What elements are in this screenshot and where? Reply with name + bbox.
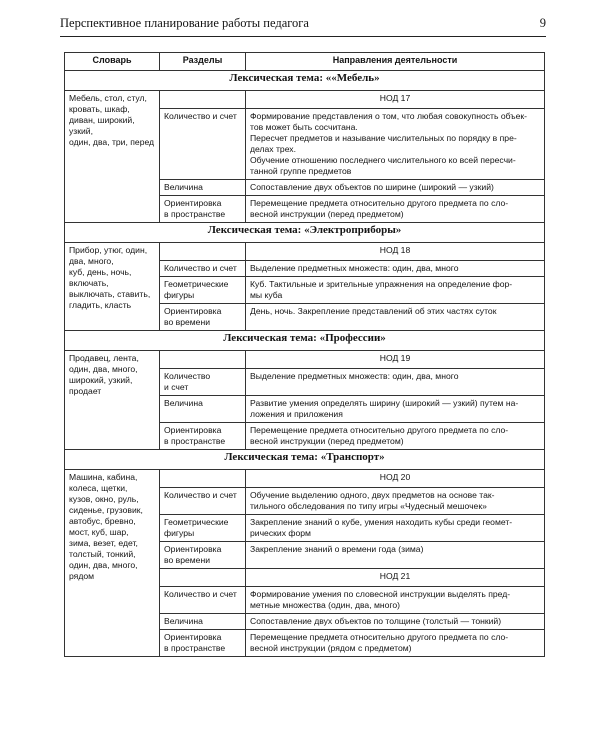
column-header-directions: Направления деятельности — [246, 53, 545, 71]
direction-line: Закрепление знаний о кубе, умения находить кубы среди геомет- — [250, 517, 513, 527]
section-line: в пространстве — [164, 436, 226, 446]
vocabulary-line: рядом — [69, 571, 95, 581]
planning-table — [64, 52, 545, 657]
direction-line: весной инструкции (перед предметом) — [250, 436, 404, 446]
section-line: Количество и счет — [164, 589, 237, 599]
section-line: Ориентировка — [164, 306, 222, 316]
vocabulary-cell — [65, 91, 160, 223]
section-line: Количество и счет — [164, 490, 237, 500]
theme-title: Лексическая тема: ««Мебель» — [65, 71, 545, 91]
section-line: Геометрические — [164, 279, 229, 289]
nod-row — [65, 91, 545, 109]
direction-line: Перемещение предмета относительно другого предмета по сло- — [250, 425, 509, 435]
direction-line: Сопоставление двух объектов по ширине (широкий — узкий) — [250, 182, 494, 192]
page-number: 9 — [539, 16, 546, 30]
column-header-sections: Разделы — [160, 53, 246, 71]
section-line: Геометрические — [164, 517, 229, 527]
section-cell — [160, 304, 246, 331]
section-cell — [160, 587, 246, 614]
nod-empty-cell — [160, 243, 246, 261]
vocabulary-cell — [65, 470, 160, 657]
nod-title: НОД 20 — [246, 470, 545, 488]
theme-title: Лексическая тема: «Транспорт» — [65, 450, 545, 470]
direction-line: Обучение выделению одного, двух предметов на основе так- — [250, 490, 495, 500]
direction-paragraph — [250, 182, 540, 193]
directions-cell — [246, 515, 545, 542]
theme-title: Лексическая тема: «Электроприборы» — [65, 223, 545, 243]
nod-row — [65, 351, 545, 369]
direction-paragraph — [250, 155, 540, 177]
nod-title: НОД 17 — [246, 91, 545, 109]
direction-paragraph — [250, 371, 540, 382]
section-cell — [160, 542, 246, 569]
direction-paragraph — [250, 111, 540, 133]
section-line: Ориентировка — [164, 425, 222, 435]
directions-cell — [246, 261, 545, 277]
directions-cell — [246, 630, 545, 657]
direction-paragraph — [250, 133, 540, 155]
vocabulary-line: выключать, ставить, — [69, 289, 151, 299]
section-line: Величина — [164, 398, 203, 408]
section-line: в пространстве — [164, 209, 226, 219]
directions-cell — [246, 109, 545, 180]
direction-line: Выделение предметных множеств: один, два, много — [250, 371, 459, 381]
directions-cell — [246, 488, 545, 515]
vocabulary-line: сиденье, грузовик, — [69, 505, 143, 515]
vocabulary-line: мост, куб, шар, — [69, 527, 129, 537]
direction-paragraph — [250, 517, 540, 539]
nod-empty-cell — [160, 470, 246, 488]
directions-cell — [246, 277, 545, 304]
directions-cell — [246, 396, 545, 423]
direction-paragraph — [250, 490, 540, 512]
direction-line: Пересчет предметов и называние числительных по порядку в пре- — [250, 133, 517, 143]
section-line: Величина — [164, 182, 203, 192]
section-line: Ориентировка — [164, 198, 222, 208]
section-line: Ориентировка — [164, 544, 222, 554]
vocabulary-line: Прибор, утюг, один, — [69, 245, 148, 255]
direction-line: весной инструкции (рядом с предметом) — [250, 643, 412, 653]
theme-row — [65, 450, 545, 470]
vocabulary-line: узкий, — [69, 126, 93, 136]
section-line: во времени — [164, 317, 210, 327]
direction-paragraph — [250, 398, 540, 420]
direction-line: танной группе предметов — [250, 166, 352, 176]
direction-paragraph — [250, 589, 540, 611]
nod-empty-cell — [160, 91, 246, 109]
nod-title: НОД 21 — [246, 569, 545, 587]
direction-line: метные множества (один, два, много) — [250, 600, 401, 610]
direction-paragraph — [250, 306, 540, 317]
section-cell — [160, 180, 246, 196]
page-header — [60, 14, 546, 37]
direction-line: мы куба — [250, 290, 283, 300]
vocabulary-line: автобус, бревно, — [69, 516, 136, 526]
direction-line: Закрепление знаний о времени года (зима) — [250, 544, 424, 554]
vocabulary-line: колеса, щетки, — [69, 483, 128, 493]
direction-line: тильного обследования по типу игры «Чудесный мешочек» — [250, 501, 487, 511]
section-cell — [160, 109, 246, 180]
direction-paragraph — [250, 632, 540, 654]
vocabulary-line: куб, день, ночь, — [69, 267, 132, 277]
direction-line: рических форм — [250, 528, 311, 538]
section-line: во времени — [164, 555, 210, 565]
section-cell — [160, 488, 246, 515]
section-cell — [160, 196, 246, 223]
nod-empty-cell — [160, 569, 246, 587]
vocabulary-line: гладить, класть — [69, 300, 132, 310]
running-title: Перспективное планирование работы педагога — [60, 16, 309, 30]
section-cell — [160, 277, 246, 304]
vocabulary-cell — [65, 351, 160, 450]
direction-line: тов может быть сосчитана. — [250, 122, 358, 132]
direction-line: Формирование представления о том, что любая совокупность объек- — [250, 111, 528, 121]
section-line: Количество и счет — [164, 263, 237, 273]
vocabulary-line: продает — [69, 386, 102, 396]
directions-cell — [246, 180, 545, 196]
column-header-vocabulary: Словарь — [65, 53, 160, 71]
vocabulary-line: диван, широкий, — [69, 115, 135, 125]
directions-cell — [246, 423, 545, 450]
direction-paragraph — [250, 279, 540, 301]
vocabulary-line: один, два, много, — [69, 560, 138, 570]
direction-paragraph — [250, 198, 540, 220]
vocabulary-line: два, много, — [69, 256, 114, 266]
vocabulary-line: Машина, кабина, — [69, 472, 138, 482]
section-line: Ориентировка — [164, 632, 222, 642]
vocabulary-cell — [65, 243, 160, 331]
direction-line: Сопоставление двух объектов по толщине (толстый — тонкий) — [250, 616, 502, 626]
nod-title: НОД 19 — [246, 351, 545, 369]
section-line: Величина — [164, 616, 203, 626]
direction-line: Перемещение предмета относительно другого предмета по сло- — [250, 632, 509, 642]
section-line: Количество — [164, 371, 211, 381]
vocabulary-line: Продавец, лента, — [69, 353, 139, 363]
theme-row — [65, 223, 545, 243]
direction-line: Развитие умения определять ширину (широкий — узкий) путем на- — [250, 398, 519, 408]
directions-cell — [246, 369, 545, 396]
direction-line: Перемещение предмета относительно другого предмета по сло- — [250, 198, 509, 208]
section-line: Количество и счет — [164, 111, 237, 121]
directions-cell — [246, 196, 545, 223]
direction-line: делах трех. — [250, 144, 296, 154]
vocabulary-line: широкий, узкий, — [69, 375, 133, 385]
vocabulary-line: один, два, много, — [69, 364, 138, 374]
section-cell — [160, 369, 246, 396]
section-cell — [160, 261, 246, 277]
direction-line: ложения и приложения — [250, 409, 343, 419]
section-cell — [160, 396, 246, 423]
direction-paragraph — [250, 425, 540, 447]
direction-paragraph — [250, 544, 540, 555]
nod-row — [65, 470, 545, 488]
vocabulary-line: включать, — [69, 278, 109, 288]
direction-line: Обучение отношению последнего числительного ко всей пересчи- — [250, 155, 516, 165]
table-header-row — [65, 53, 545, 71]
nod-row — [65, 243, 545, 261]
section-cell — [160, 515, 246, 542]
direction-line: День, ночь. Закрепление представлений об этих частях суток — [250, 306, 497, 316]
vocabulary-line: Мебель, стол, стул, — [69, 93, 147, 103]
section-line: и счет — [164, 382, 189, 392]
section-line: фигуры — [164, 528, 195, 538]
directions-cell — [246, 542, 545, 569]
theme-row — [65, 71, 545, 91]
nod-empty-cell — [160, 351, 246, 369]
nod-title: НОД 18 — [246, 243, 545, 261]
direction-line: Куб. Тактильные и зрительные упражнения на определение фор- — [250, 279, 513, 289]
vocabulary-line: один, два, три, перед — [69, 137, 155, 147]
direction-line: Выделение предметных множеств: один, два, много — [250, 263, 459, 273]
section-cell — [160, 423, 246, 450]
direction-paragraph — [250, 263, 540, 274]
section-cell — [160, 614, 246, 630]
direction-line: Формирование умения по словесной инструкции выделять пред- — [250, 589, 511, 599]
vocabulary-line: кузов, окно, руль, — [69, 494, 139, 504]
section-cell — [160, 630, 246, 657]
direction-line: весной инструкции (перед предметом) — [250, 209, 404, 219]
vocabulary-line: кровать, шкаф, — [69, 104, 130, 114]
section-line: фигуры — [164, 290, 195, 300]
section-line: в пространстве — [164, 643, 226, 653]
directions-cell — [246, 614, 545, 630]
vocabulary-line: зима, везет, едет, — [69, 538, 138, 548]
directions-cell — [246, 587, 545, 614]
vocabulary-line: толстый, тонкий, — [69, 549, 136, 559]
theme-row — [65, 331, 545, 351]
directions-cell — [246, 304, 545, 331]
theme-title: Лексическая тема: «Профессии» — [65, 331, 545, 351]
direction-paragraph — [250, 616, 540, 627]
